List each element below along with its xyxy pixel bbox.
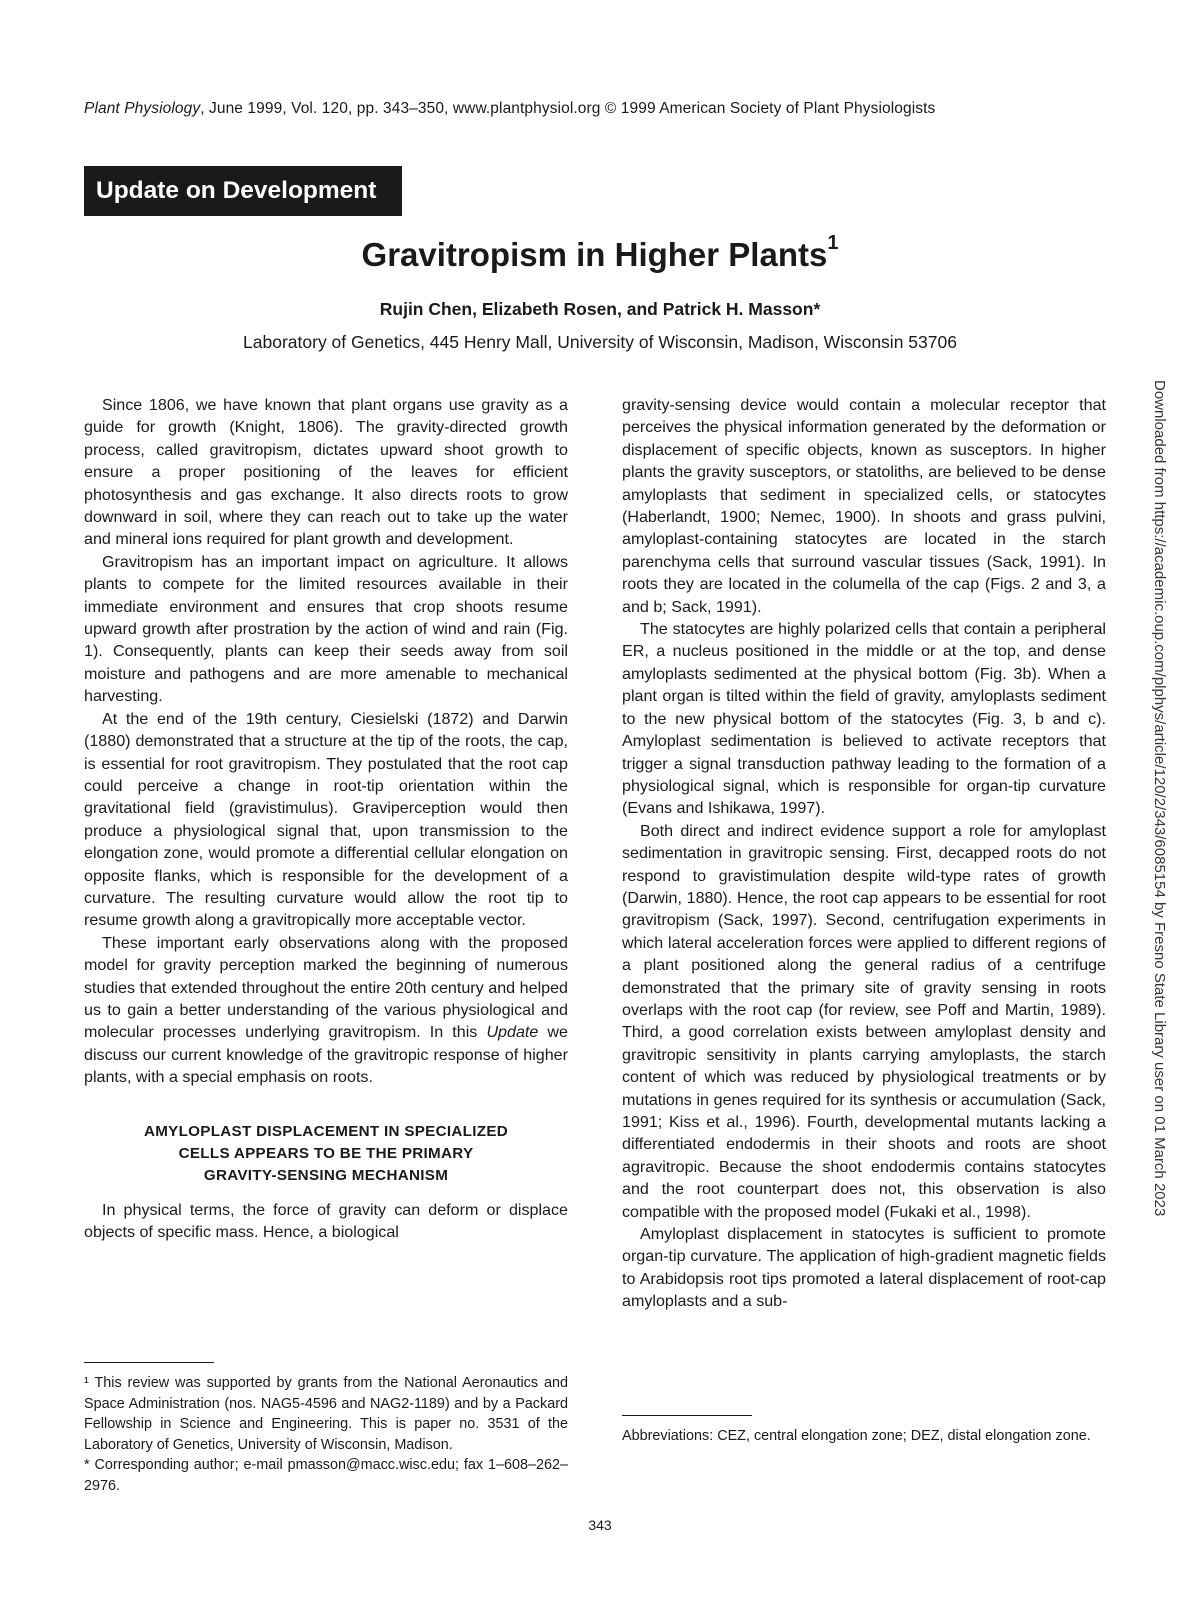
- footnote-rule: [84, 1362, 214, 1363]
- section-heading: [84, 1121, 568, 1187]
- download-watermark: [1150, 380, 1170, 1560]
- section-heading-line: GRAVITY-SENSING MECHANISM: [203, 1166, 449, 1184]
- paragraph-text: we discuss our current knowledge of the gravitropic response of higher plants, with a special emphasis on roots.: [84, 1023, 568, 1087]
- paragraph: The statocytes are highly polarized cells that contain a peripheral ER, a nucleus positioned in the middle or at the top, and dense amyloplasts sedimented at the physical bottom (Fig. 3b). When a plant organ is tilted within the field of gravity, amyloplasts sediment to the new physical bottom of the statocytes (Fig. 3, b and c). Amyloplast sedimentation is believed to activate receptors that trigger a signal transduction pathway leading to the formation of a physiological signal, which is responsible for organ-tip curvature (Evans and Ishikawa, 1997).: [622, 620, 1106, 818]
- section-tag: Update on Development: [84, 166, 402, 216]
- right-footnotes: [622, 1405, 1106, 1447]
- journal-citation-header: [84, 100, 1084, 118]
- title-footnote-marker: 1: [827, 232, 839, 254]
- citation-details: , June 1999, Vol. 120, pp. 343–350, www.plantphysiol.org © 1999 American Society of Plant Physiologists: [200, 100, 936, 117]
- paragraph: Amyloplast displacement in statocytes is sufficient to promote organ-tip curvature. The application of high-gradient magnetic fields to Arabidopsis root tips promoted a lateral displacement of root-cap amyloplasts and a sub-: [622, 1225, 1106, 1311]
- italic-term: Update: [486, 1023, 539, 1042]
- paragraph: Since 1806, we have known that plant organs use gravity as a guide for growth (Knight, 1806). The gravity-directed growth process, called gravitropism, dictates upward shoot growth to ensure a proper positioning of the leaves for efficient photosynthesis and gas exchange. It also directs roots to grow downward in soil, where they can reach out to take up the water and mineral ions required for plant growth and development.: [84, 396, 568, 549]
- download-watermark-text: Downloaded from https://academic.oup.com/plphys/article/120/2/343/6085154 by Fresno State Library user on 01 March 2023: [1151, 380, 1168, 1217]
- paragraph: Gravitropism has an important impact on agriculture. It allows plants to compete for the limited resources available in their immediate environment and ensures that crop shoots resume upward growth after prostration by the action of wind and rain (Fig. 1). Consequently, plants can keep their seeds away from soil moisture and pathogens and are more amenable to mechanical harvesting.: [84, 552, 568, 706]
- abbreviations-note: Abbreviations: CEZ, central elongation zone; DEZ, distal elongation zone.: [622, 1428, 1091, 1444]
- page-number: 343: [588, 1517, 612, 1533]
- paragraph-text: These important early observations along with the proposed model for gravity perception marked the beginning of numerous studies that extended throughout the entire 20th century and helped us to gain a better understanding of the various physiological and molecular processes underlying gravitropism. In this: [84, 933, 568, 1042]
- paragraph: gravity-sensing device would contain a molecular receptor that perceives the physical information generated by the deformation or displacement of specific objects, known as susceptors. In higher plants the gravity susceptors, or statoliths, are believed to be dense amyloplasts that sediment in specialized cells, or statocytes (Haberlandt, 1900; Nemec, 1900). In shoots and grass pulvini, amyloplast-containing statocytes are located in the starch parenchyma cells that surround vascular tissues (Sack, 1991). In roots they are located in the columella of the cap (Figs. 2 and 3, a and b; Sack, 1991).: [622, 396, 1106, 616]
- paragraph: Both direct and indirect evidence support a role for amyloplast sedimentation in gravitropic sensing. First, decapped roots do not respond to gravistimulation despite wild-type rates of growth (Darwin, 1880). Hence, the root cap appears to be essential for root gravitropism (Sack, 1997). Second, centrifugation experiments in which lateral acceleration forces were applied to different regions of a plant positioned along the general radius of a centrifuge demonstrated that the primary site of gravity sensing in roots overlaps with the root cap (for review, see Poff and Martin, 1989). Third, a good correlation exists between amyloplast density and gravitropic sensitivity in plants carrying amyloplasts, the starch content of which was reduced by physiological treatments or by mutations in genes required for its synthesis or accumulation (Sack, 1991; Kiss et al., 1996). Fourth, developmental mutants lacking a differentiated endodermis in their shoots and roots are shoot agravitropic. Because the shoot endodermis contains statocytes and the root counterpart does not, this observation is also compatible with the proposed model (Fukaki et al., 1998).: [622, 821, 1106, 1221]
- affiliation: Laboratory of Genetics, 445 Henry Mall, University of Wisconsin, Madison, Wisconsin 53706: [243, 332, 957, 352]
- section-heading-line: AMYLOPLAST DISPLACEMENT IN SPECIALIZED: [143, 1122, 509, 1140]
- paragraph: [84, 932, 568, 1089]
- footnote-rule: [622, 1415, 752, 1416]
- paragraph: At the end of the 19th century, Ciesielski (1872) and Darwin (1880) demonstrated that a structure at the tip of the roots, the cap, is essential for root gravitropism. They postulated that the root cap could perceive a change in root-tip orientation within the gravitational field (gravistimulus). Graviperception would then produce a physiological signal that, upon transmission to the elongation zone, would promote a differential cellular elongation on opposite flanks, which is responsible for the development of a curvature. The resulting curvature would allow the root tip to resume growth along a gravitropically more acceptable vector.: [84, 709, 568, 930]
- section-heading-line: CELLS APPEARS TO BE THE PRIMARY: [178, 1144, 474, 1162]
- footnote-funding: ¹ This review was supported by grants from the National Aeronautics and Space Administration (nos. NAG5-4596 and NAG2-1189) and by a Packard Fellowship in Science and Engineering. This is paper no. 3531 of the Laboratory of Genetics, University of Wisconsin, Madison.: [84, 1375, 568, 1453]
- left-footnotes: [84, 1352, 568, 1496]
- left-column: [84, 394, 568, 1243]
- article-title: [0, 232, 1200, 274]
- right-column: [622, 394, 1106, 1313]
- footnote-corresponding-author: * Corresponding author; e-mail pmasson@macc.wisc.edu; fax 1–608–262–2976.: [84, 1457, 568, 1494]
- authors: Rujin Chen, Elizabeth Rosen, and Patrick H. Masson*: [379, 299, 821, 319]
- paragraph: In physical terms, the force of gravity can deform or displace objects of specific mass. Hence, a biological: [84, 1200, 568, 1241]
- article-title-text: Gravitropism in Higher Plants: [361, 236, 828, 273]
- journal-name: Plant Physiology: [84, 100, 201, 117]
